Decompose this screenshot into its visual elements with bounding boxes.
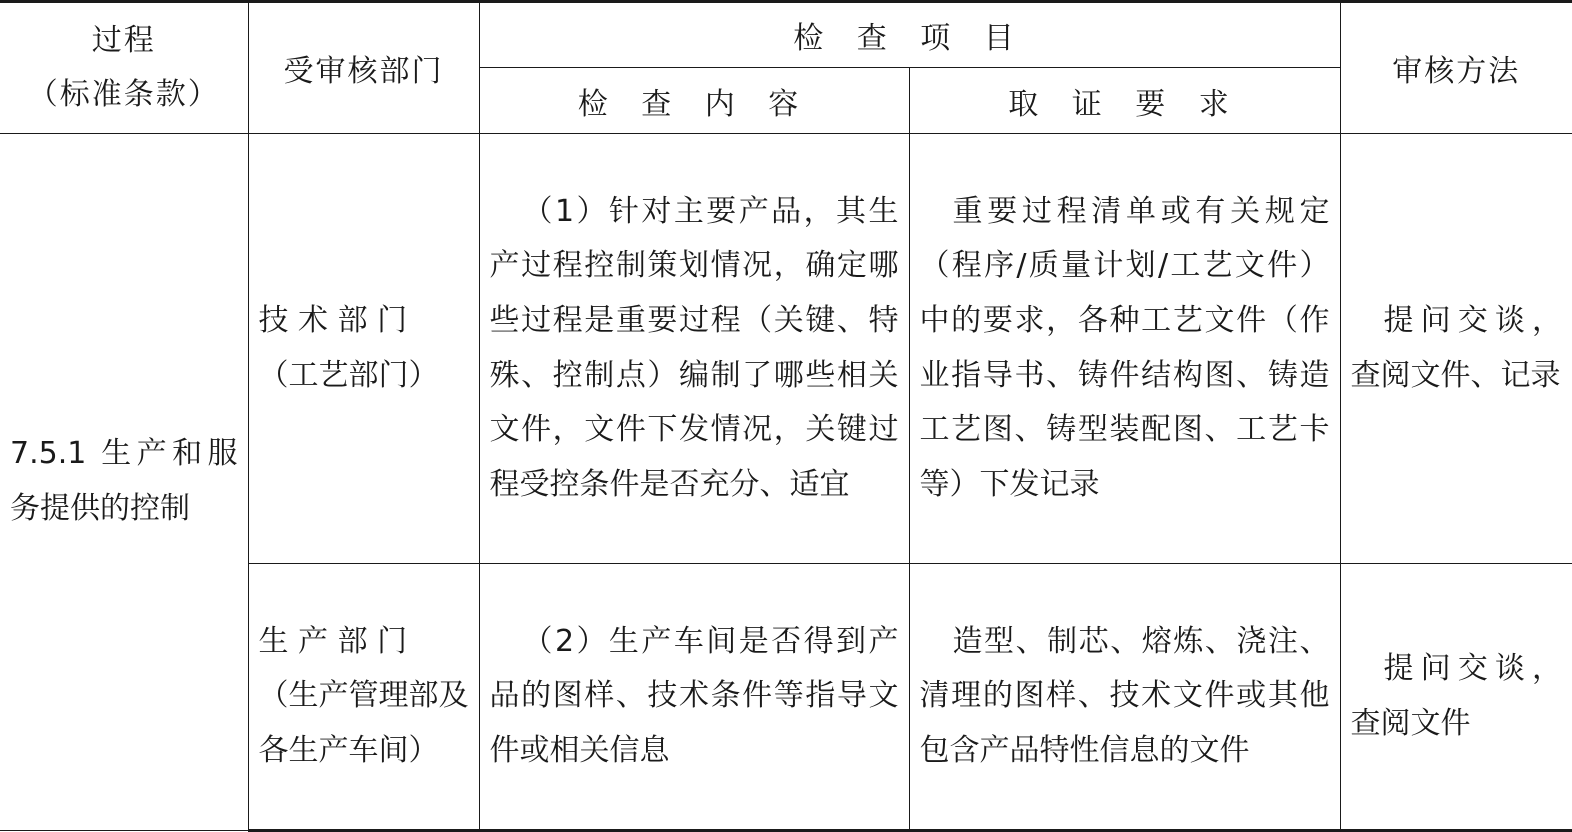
table-row: [0, 134, 1572, 564]
row2-method: 提问交谈，查阅文件: [1340, 564, 1572, 831]
header-evidence-requirements: 取 证 要 求: [909, 68, 1340, 134]
header-row-1: [0, 2, 1572, 68]
row1-method: 提问交谈，查阅文件、记录: [1340, 134, 1572, 564]
row2-department: 生 产 部 门 （生产管理部及各生产车间）: [248, 564, 479, 831]
row2-check-content: （2）生产车间是否得到产品的图样、技术条件等指导文件或相关信息: [479, 564, 909, 831]
header-check-items: 检 查 项 目: [479, 2, 1340, 68]
header-process-title: 过程: [91, 23, 156, 58]
row1-check-content: （1）针对主要产品，其生产过程控制策划情况，确定哪些过程是重要过程（关键、特殊、控制点）编制了哪些相关文件，文件下发情况，关键过程受控条件是否充分、适宜: [479, 134, 909, 564]
header-process: [0, 2, 248, 134]
header-department: 受审核部门: [248, 2, 479, 134]
row2-evidence: 造型、制芯、熔炼、浇注、清理的图样、技术文件或其他包含产品特性信息的文件: [909, 564, 1340, 831]
header-process-subtitle: （标准条款）: [27, 77, 220, 112]
header-audit-method: 审核方法: [1340, 2, 1572, 134]
process-clause-cell: 7.5.1 生产和服务提供的控制: [0, 134, 248, 831]
row1-department: 技 术 部 门 （工艺部门）: [248, 134, 479, 564]
header-check-content: 检 查 内 容: [479, 68, 909, 134]
row1-evidence: 重要过程清单或有关规定（程序/质量计划/工艺文件）中的要求，各种工艺文件（作业指导书、铸件结构图、铸造工艺图、铸型装配图、工艺卡等）下发记录: [909, 134, 1340, 564]
